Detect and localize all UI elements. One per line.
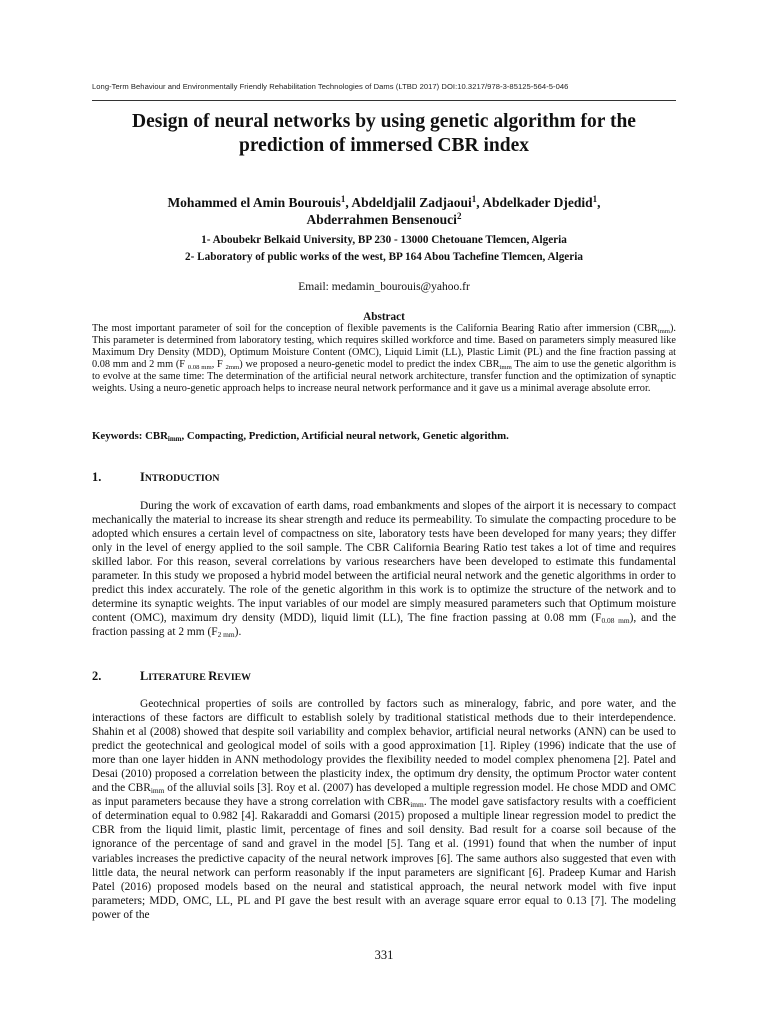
page-number: 331 — [374, 948, 394, 962]
section-number: 1. — [92, 470, 102, 484]
author-name: Abdeldjalil Zadjaoui — [351, 195, 472, 210]
running-header: Long-Term Behaviour and Environmentally Friendly Rehabilitation Technologies of Dams (LTBD 2017) DOI:10.3217/978-3-85125-564-5-046 — [92, 82, 569, 91]
section-title-rest: EVIEW — [217, 672, 251, 683]
author-affiliation-mark: 1 — [592, 194, 598, 204]
subscript: imm — [410, 800, 424, 810]
paragraph-text: ), and the fraction passing at 2 mm (F — [92, 612, 676, 639]
abstract-text-part: The aim to use the genetic algorithm is to evolve at the same time: The determination of the artificial neural network architecture, transfer function and the optimization of synaptic weights. Using a neuro-genetic approach helps to increase neural network performance and it gave us a minimal average absolute error. — [92, 359, 677, 395]
author-name: Abdelkader Djedid — [482, 195, 593, 210]
author-affiliation-mark: 2 — [456, 211, 462, 221]
subscript: imm — [167, 435, 182, 443]
introduction-paragraph — [92, 499, 676, 639]
paragraph-text: Geotechnical properties of soils are controlled by factors such as mineralogy, fabric, and pore water, and the interactions of these factors are difficult to establish solely by traditional statistical methods due to their interdependence. Shahin et al (2008) showed that despite soil variability and complex behavior, artificial neural networks (ANN) can be used to predict the geotechnical and geological model of soils with a good approximation [1]. Ripley (1996) indicate that the use of more than one layer hidden in ANN methodology provides the flexibility needed to model complex phenomena [2]. Patel and Desai (2010) proposed a correlation between the plasticity index, the optimum dry density, the optimum Proctor water content and the CBR — [92, 698, 676, 795]
subscript: imm — [499, 364, 512, 372]
author-separator: , — [476, 195, 483, 210]
paragraph-text: . The model gave satisfactory results with a coefficient of determination equal to 0.982 [4]. Rakaraddi and Gomarsi (2015) proposed a multiple linear regression model to predict the CBR from the liquid limit, plastic limit, percentage of fines and soil density. Bad result for a coarse soil because of the ignorance of the percentage of sand and gravel in the model [5]. Tang et al. (1991) found that when the number of input variables increases the predictive capacity of the neural network improves [6]. The same authors also suggested that even with little data, the neural network can perform reasonably if the input parameters are significant [6]. Pradeep Kumar and Harish Patel (2016) proposed models based on the neural and statistical approach, the neural network model with five input parameters; MDD, OMC, LL, PL and PI gave the best result with an average square error equal to 0.13 [7]. The modeling power of the — [92, 796, 676, 921]
paragraph-text: ). — [234, 626, 242, 639]
section-title-rest: ITERATURE — [148, 672, 209, 683]
subscript: 2mm — [225, 364, 240, 372]
header-rule — [92, 100, 676, 101]
subscript: 2 mm — [217, 630, 235, 640]
abstract-heading: Abstract — [363, 311, 405, 323]
section-title-initial: L — [140, 669, 149, 683]
paper-title — [92, 110, 676, 158]
author-separator: , — [597, 195, 601, 210]
paragraph-text: During the work of excavation of earth dams, road embankments and slopes of the airport it is necessary to compact mechanically the material to increase its shear strength and reduce its permeability. To simulate the compacting procedure to be adopted which ensures a certain level of compactness on site, laboratory tests have been developed for many years; they differ only in the level of energy applied to the soil sample. The CBR California Bearing Ratio test takes a lot of time and requires skilled labor. For this reason, several correlations by various researchers have been developed to estimate this fundamental parameter. In this study we proposed a hybrid model between the artificial neural network and the genetic algorithms in order to predict this index accurately. The role of the genetic algorithm in this work is to optimize the structure of the network and to determine its synaptic weights. The input variables of our model are simply measured parameters such that Optimum moisture content (OMC), maximum dry density (MDD), liquid limit (LL), The fine fraction passing at 0.08 mm (F — [92, 500, 676, 625]
subscript: imm — [657, 328, 670, 335]
affiliation-1: 1- Aboubekr Belkaid University, BP 230 - 13000 Chetouane Tlemcen, Algeria — [201, 234, 567, 246]
abstract-text-part: , F — [211, 359, 226, 371]
paragraph-text: of the alluvial soils [3]. Roy et al. (2007) has developed a multiple regression model. He chose MDD and OMC as input parameters because they have a strong correlation with CBR — [92, 782, 676, 809]
contact-email: Email: medamin_bourouis@yahoo.fr — [298, 281, 470, 293]
keyword-list: , Compacting, Prediction, Artificial neural network, Genetic algorithm. — [181, 430, 509, 442]
subscript: 0.08 mm — [601, 616, 630, 626]
section-title-initial: I — [140, 470, 145, 484]
author-affiliation-mark: 1 — [340, 194, 346, 204]
abstract-text-part: ) we proposed a neuro-genetic model to predict the index CBR — [239, 359, 500, 371]
subscript: 0.08 mm — [187, 364, 212, 372]
paper-title-line1: Design of neural networks by using genetic algorithm for the — [132, 111, 636, 132]
keywords — [92, 430, 676, 443]
abstract-text-part: The most important parameter of soil for the conception of flexible pavements is the California Bearing Ratio after immersion (CBR — [92, 323, 658, 334]
author-affiliation-mark: 1 — [471, 194, 477, 204]
paper-title-line2: prediction of immersed CBR index — [239, 135, 529, 156]
abstract-text — [92, 323, 676, 396]
section-title-rest: NTRODUCTION — [144, 473, 220, 484]
literature-review-paragraph — [92, 697, 676, 922]
author-list — [92, 194, 676, 228]
affiliation-2: 2- Laboratory of public works of the west, BP 164 Abou Tachefine Tlemcen, Algeria — [185, 251, 583, 263]
author-name: Abderrahmen Bensenouci — [306, 212, 457, 227]
abstract-text-part: ). This parameter is determined from laboratory testing, which requires skilled workforce and time. Based on parameters simply measured like Maximum Dry Density (MDD), Optimum Moisture Content (OMC), Liquid Limit (LL), Plastic Limit (PL) and the fine fraction passing at 0.08 mm and 2 mm (F — [92, 323, 676, 371]
section-heading-introduction — [92, 470, 676, 486]
section-heading-literature-review — [92, 669, 676, 685]
subscript: imm — [150, 786, 165, 796]
section-title-initial: R — [208, 669, 218, 683]
section-number: 2. — [92, 669, 102, 683]
keywords-label: Keywords: — [92, 430, 143, 442]
author-separator: , — [345, 195, 352, 210]
author-name: Mohammed el Amin Bourouis — [167, 195, 341, 210]
keyword: CBR — [142, 430, 168, 442]
